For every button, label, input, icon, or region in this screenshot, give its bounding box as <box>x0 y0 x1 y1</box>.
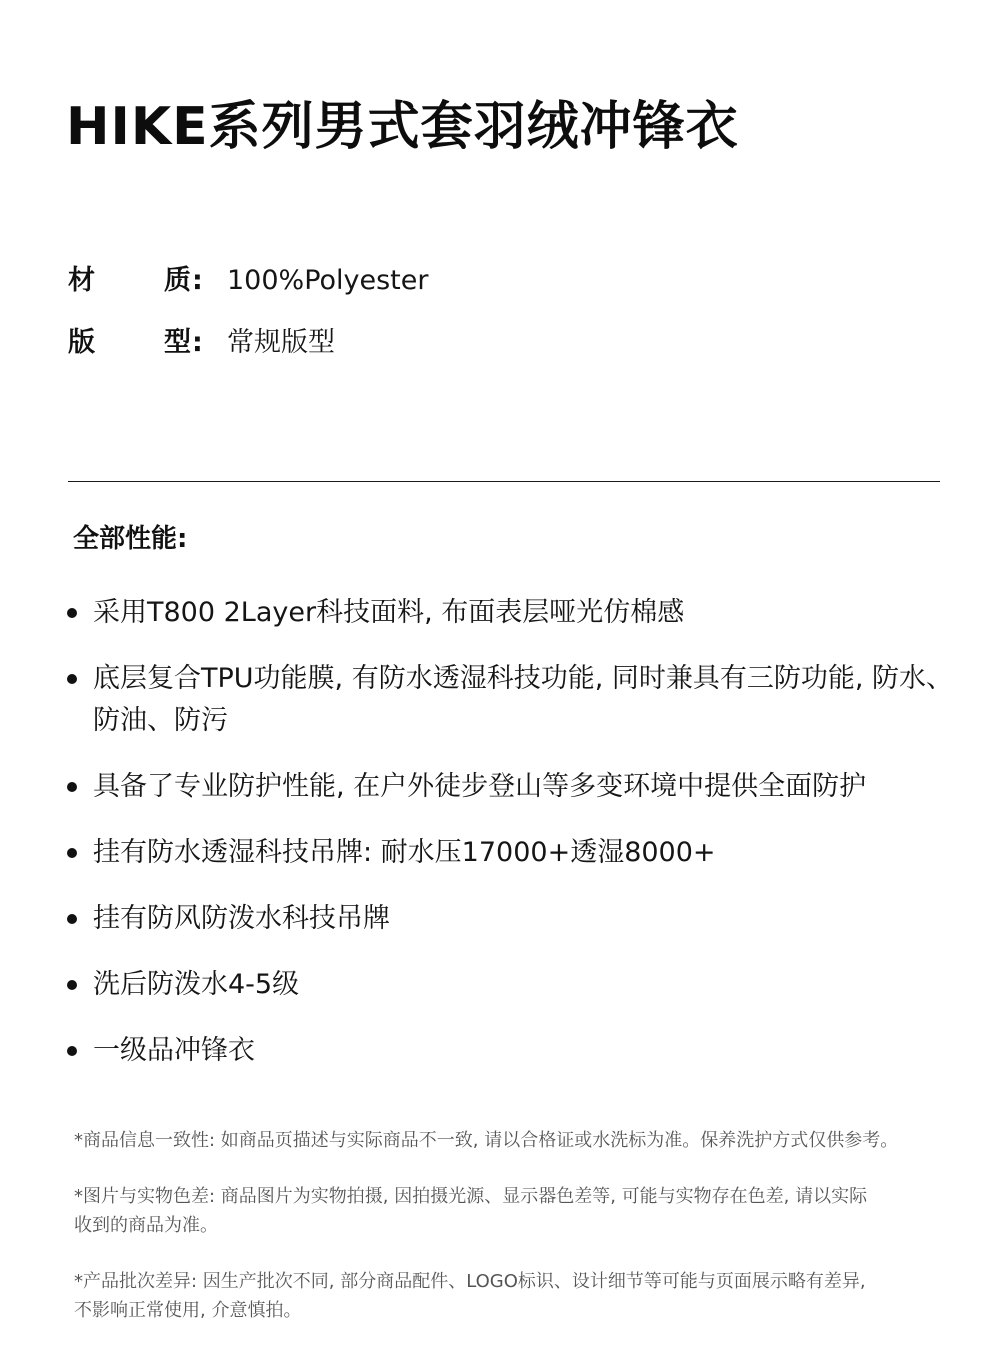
feature-text: 底层复合TPU功能膜, 有防水透湿科技功能, 同时兼具有三防功能, 防水、防油、防污 <box>93 663 954 736</box>
spec-label-char: 材 <box>68 265 95 296</box>
spec-label-colon: : <box>192 327 203 358</box>
note-line: *产品批次差异: 因生产批次不同, 部分商品配件、LOGO标识、设计细节等可能与页面展示略有差异, <box>74 1271 866 1292</box>
list-item <box>64 832 954 874</box>
list-item <box>64 592 954 634</box>
bullet-icon <box>67 782 77 792</box>
bullet-icon <box>67 914 77 924</box>
list-item <box>64 766 954 808</box>
list-item <box>64 1030 954 1072</box>
feature-text: 具备了专业防护性能, 在户外徒步登山等多变环境中提供全面防护 <box>93 771 867 802</box>
bullet-icon <box>67 848 77 858</box>
bullet-icon <box>67 608 77 618</box>
spec-value-material: 100%Polyester <box>227 265 429 296</box>
list-item <box>64 964 954 1006</box>
product-title: HIKE系列男式套羽绒冲锋衣 <box>66 97 739 157</box>
feature-text: 一级品冲锋衣 <box>93 1035 255 1066</box>
note-line: 不影响正常使用, 介意慎拍。 <box>74 1300 302 1321</box>
feature-text: 洗后防泼水4-5级 <box>93 969 300 1000</box>
spec-label-char: 型 <box>164 327 191 358</box>
spec-label <box>68 261 208 301</box>
spec-label-char: 版 <box>68 327 95 358</box>
feature-list <box>64 592 954 1096</box>
spec-label-char: 质 <box>164 265 191 296</box>
spec-value-fit: 常规版型 <box>227 327 335 358</box>
note-line: 收到的商品为准。 <box>74 1215 218 1236</box>
note-line: *图片与实物色差: 商品图片为实物拍摄, 因拍摄光源、显示器色差等, 可能与实物存在色差, 请以实际 <box>74 1186 868 1207</box>
note-line: *商品信息一致性: 如商品页描述与实际商品不一致, 请以合格证或水洗标为准。保养洗护方式仅供参考。 <box>74 1130 899 1151</box>
features-heading: 全部性能: <box>73 524 188 554</box>
list-item <box>64 898 954 940</box>
disclaimer-notes <box>74 1126 944 1352</box>
bullet-icon <box>67 674 77 684</box>
feature-text: 挂有防水透湿科技吊牌: 耐水压17000+透湿8000+ <box>93 837 716 868</box>
bullet-icon <box>67 980 77 990</box>
note-color-difference <box>74 1182 944 1240</box>
section-divider <box>68 481 940 482</box>
list-item <box>64 658 954 742</box>
note-consistency <box>74 1126 944 1155</box>
spec-label-colon: : <box>192 265 203 296</box>
spec-label <box>68 323 208 363</box>
bullet-icon <box>67 1046 77 1056</box>
feature-text: 挂有防风防泼水科技吊牌 <box>93 903 390 934</box>
feature-text: 采用T800 2Layer科技面料, 布面表层哑光仿棉感 <box>93 597 685 628</box>
note-batch-difference <box>74 1267 944 1325</box>
